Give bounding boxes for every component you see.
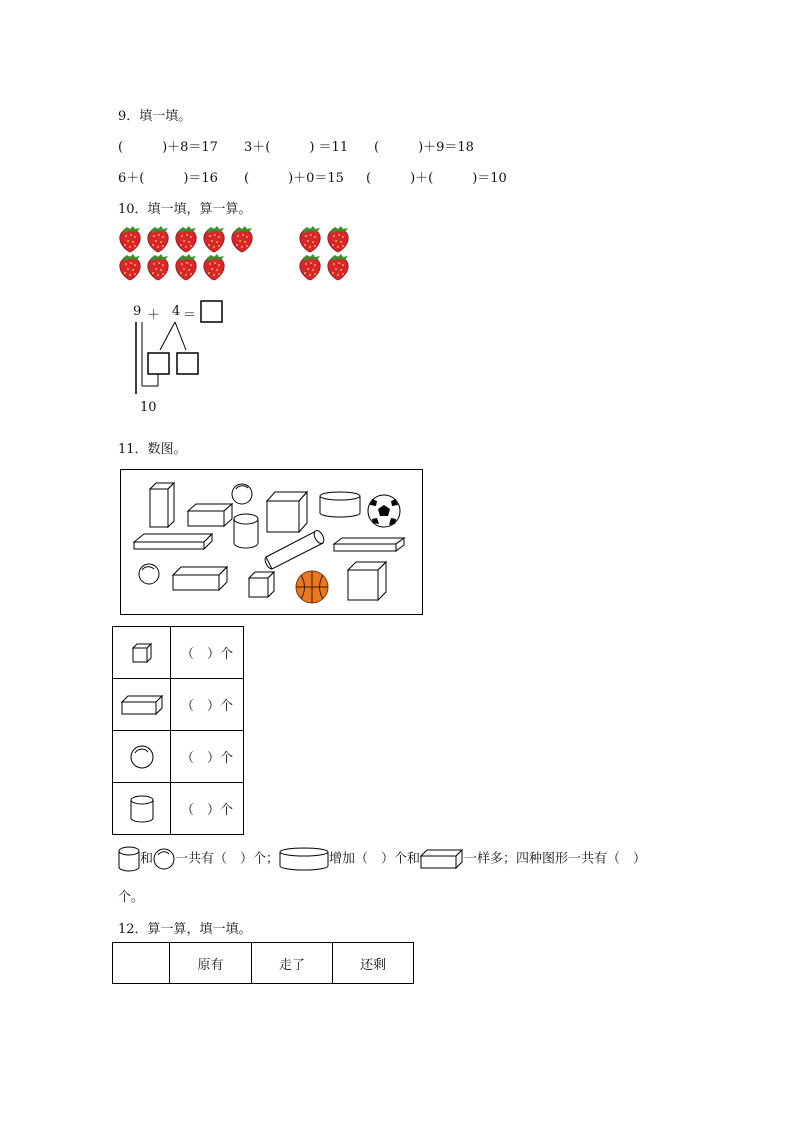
header-left: 走了 (252, 943, 333, 984)
sphere-icon (153, 848, 175, 870)
strawberry-icon (148, 226, 168, 252)
split-box-right (177, 353, 198, 374)
strawberry-icon (328, 254, 348, 280)
q9-equation-2[interactable]: 3＋( ) ＝11 (244, 140, 349, 155)
q12-title: 12．算一算，填一填。 (118, 922, 252, 937)
cube-icon (267, 492, 307, 532)
sentence-and: 和 (140, 851, 154, 867)
sentence-same[interactable]: 一样多；四种图形一共有（ ） (464, 851, 647, 867)
q9-equation-5[interactable]: ( )＋0＝15 (244, 171, 344, 186)
strawberry-icon (300, 226, 320, 252)
expr-addend-a: 9 (133, 304, 142, 319)
q11-sentence (118, 846, 646, 872)
strawberry-icon (328, 226, 348, 252)
q9-title: 9．填一填。 (118, 109, 192, 124)
sentence-total[interactable]: 一共有（ ）个； (175, 851, 280, 867)
sphere-icon (232, 484, 252, 504)
strawberry-icon (204, 226, 224, 252)
sentence-end: 个。 (118, 890, 145, 905)
sphere-icon (129, 744, 155, 770)
strawberry-icon (300, 254, 320, 280)
cylinder-icon (129, 794, 155, 824)
cylinder-cell (113, 783, 171, 835)
cylinder-icon (118, 846, 140, 872)
expr-plus: ＋ (147, 308, 161, 323)
tall-cuboid-icon (150, 483, 174, 527)
cuboid-cell (113, 679, 171, 731)
soccer-ball-icon (368, 495, 400, 527)
cuboid-icon (120, 693, 164, 717)
sphere-cell (113, 731, 171, 783)
expr-equals: ＝ (183, 308, 197, 323)
flat-cuboid-icon (334, 538, 404, 551)
table-row (113, 679, 244, 731)
cube-count-blank[interactable]: （ ）个 (171, 627, 244, 679)
cube-cell (113, 627, 171, 679)
q11-title: 11．数图。 (118, 442, 187, 457)
q10-title: 10．填一填，算一算。 (118, 202, 252, 217)
q12-table (112, 942, 414, 984)
sphere-icon (139, 564, 159, 584)
strawberry-icon (120, 226, 140, 252)
cube-icon (348, 562, 386, 600)
count-table (112, 626, 244, 835)
strawberry-icon (204, 254, 224, 280)
split-line-left (160, 322, 175, 350)
cube-icon (130, 641, 154, 665)
sphere-count-blank[interactable]: （ ）个 (171, 731, 244, 783)
flat-cylinder-icon (320, 492, 360, 517)
shape-picture (120, 469, 423, 615)
cuboid-icon (173, 567, 227, 590)
table-row (113, 731, 244, 783)
q9-equation-4[interactable]: 6＋( )＝16 (118, 171, 218, 186)
strawberry-icon (120, 254, 140, 280)
make-ten-diagram (120, 298, 230, 402)
answer-box (201, 301, 222, 322)
flat-cuboid-icon (134, 534, 212, 549)
basketball-icon (296, 571, 328, 603)
cylinder-count-blank[interactable]: （ ）个 (171, 783, 244, 835)
q9-equation-6[interactable]: ( )＋( )＝10 (366, 171, 507, 186)
table-row (113, 627, 244, 679)
sum-label: 10 (140, 400, 157, 415)
table-row (113, 943, 414, 984)
split-line-right (175, 322, 186, 350)
expr-addend-b: 4 (172, 304, 181, 319)
cylinder-icon (234, 514, 258, 548)
strawberry-group (118, 224, 368, 284)
cuboid-icon (420, 848, 464, 870)
sentence-more[interactable]: 增加（ ）个和 (329, 851, 421, 867)
strawberry-icon (176, 254, 196, 280)
cuboid-count-blank[interactable]: （ ）个 (171, 679, 244, 731)
table-row (113, 783, 244, 835)
strawberry-icon (176, 226, 196, 252)
header-remaining: 还剩 (333, 943, 414, 984)
header-blank (113, 943, 170, 984)
q9-equation-3[interactable]: ( )＋9＝18 (374, 140, 474, 155)
cube-icon (249, 572, 274, 597)
q9-equation-1[interactable]: ( )＋8＝17 (118, 140, 218, 155)
strawberry-icon (232, 226, 252, 252)
flat-cylinder-icon (279, 847, 329, 871)
cuboid-icon (188, 504, 232, 526)
strawberry-icon (148, 254, 168, 280)
header-original: 原有 (170, 943, 252, 984)
split-box-left (148, 353, 169, 374)
